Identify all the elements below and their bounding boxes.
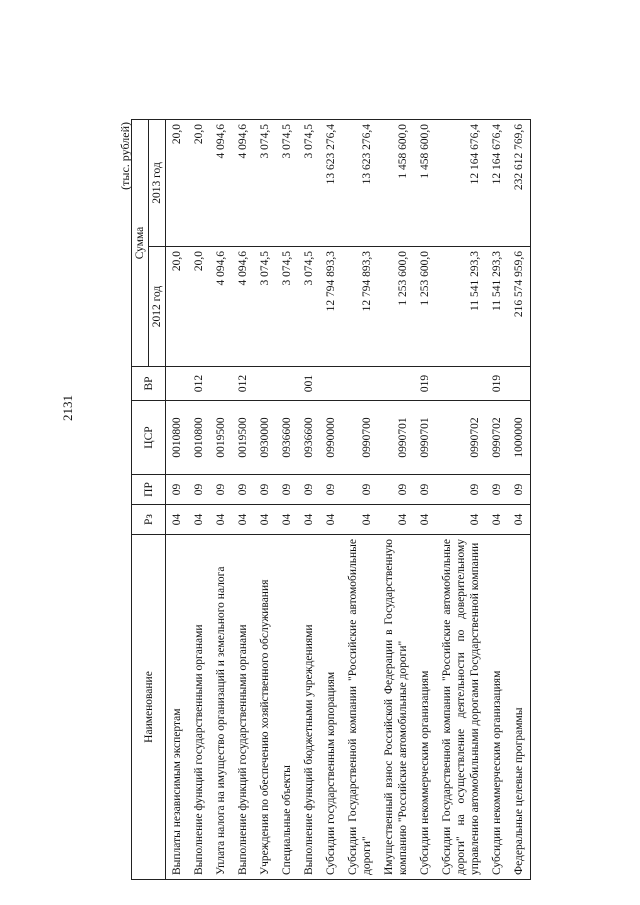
row-vr — [254, 367, 276, 401]
table-row — [378, 119, 414, 879]
row-pr: 09 — [414, 475, 436, 505]
row-rz: 04 — [436, 505, 486, 535]
header-2012: 2012 год — [149, 247, 166, 367]
header-pr: ПР — [132, 475, 166, 505]
row-rz: 04 — [320, 505, 342, 535]
row-value-2012: 4 094,6 — [210, 247, 232, 367]
row-rz: 04 — [486, 505, 508, 535]
row-value-2013: 232 612 769,6 — [508, 119, 531, 246]
table-row — [414, 119, 436, 879]
table-row — [508, 119, 531, 879]
row-vr: 012 — [188, 367, 210, 401]
row-vr — [276, 367, 298, 401]
row-vr — [508, 367, 531, 401]
row-vr — [166, 367, 189, 401]
row-csr: 1000000 — [508, 401, 531, 475]
row-value-2013: 3 074,5 — [276, 119, 298, 246]
row-name: Выплаты независимым экспертам — [166, 535, 189, 880]
row-pr: 09 — [276, 475, 298, 505]
row-rz: 04 — [508, 505, 531, 535]
row-name: Специальные объекты — [276, 535, 298, 880]
row-value-2013: 20,0 — [188, 119, 210, 246]
row-name: Субсидии Государственной компании "Российские автомобильные дороги" — [342, 535, 378, 880]
row-name: Выполнение функций государственными органами — [188, 535, 210, 880]
row-csr: 0936600 — [276, 401, 298, 475]
row-pr: 09 — [298, 475, 320, 505]
row-vr: 019 — [414, 367, 436, 401]
rotated-content — [118, 120, 618, 880]
row-value-2012: 1 253 600,0 — [414, 247, 436, 367]
row-value-2013: 1 458 600,0 — [378, 119, 414, 246]
row-value-2012: 20,0 — [188, 247, 210, 367]
row-rz: 04 — [298, 505, 320, 535]
row-value-2012: 4 094,6 — [232, 247, 254, 367]
header-2013: 2013 год — [149, 119, 166, 246]
header-vr: ВР — [132, 367, 166, 401]
row-value-2013: 20,0 — [166, 119, 189, 246]
units-label: (тыс. рублей) — [118, 122, 132, 190]
row-rz: 04 — [378, 505, 414, 535]
row-value-2013: 13 623 276,4 — [342, 119, 378, 246]
row-csr: 0930000 — [254, 401, 276, 475]
row-name: Субсидии государственным корпорациям — [320, 535, 342, 880]
row-vr — [210, 367, 232, 401]
row-value-2012: 12 794 893,3 — [320, 247, 342, 367]
row-csr: 0990701 — [414, 401, 436, 475]
row-name: Субсидии некоммерческим организациям — [486, 535, 508, 880]
page-number: 2131 — [60, 395, 75, 421]
row-rz: 04 — [188, 505, 210, 535]
row-name: Учреждения по обеспечению хозяйственного обслуживания — [254, 535, 276, 880]
table-row — [486, 119, 508, 879]
table-row — [276, 119, 298, 879]
table-row — [436, 119, 486, 879]
row-pr: 09 — [232, 475, 254, 505]
row-rz: 04 — [414, 505, 436, 535]
row-value-2012: 1 253 600,0 — [378, 247, 414, 367]
row-value-2012: 3 074,5 — [254, 247, 276, 367]
table-row — [320, 119, 342, 879]
row-name: Субсидии Государственной компании "Российские автомобильные дороги" на осуществление деятельности по доверительному управлению автомобильными дорогами Государственной компании — [436, 535, 486, 880]
row-rz: 04 — [166, 505, 189, 535]
row-value-2012: 12 794 893,3 — [342, 247, 378, 367]
row-value-2013: 12 164 676,4 — [436, 119, 486, 246]
row-pr: 09 — [210, 475, 232, 505]
row-csr: 0990700 — [342, 401, 378, 475]
row-csr: 0010800 — [166, 401, 189, 475]
row-value-2013: 12 164 676,4 — [486, 119, 508, 246]
row-pr: 09 — [508, 475, 531, 505]
row-value-2013: 3 074,5 — [298, 119, 320, 246]
table-row — [166, 119, 189, 879]
row-pr: 09 — [254, 475, 276, 505]
row-value-2012: 11 541 293,3 — [486, 247, 508, 367]
row-value-2012: 3 074,5 — [298, 247, 320, 367]
row-vr: 001 — [298, 367, 320, 401]
row-value-2012: 3 074,5 — [276, 247, 298, 367]
row-rz: 04 — [276, 505, 298, 535]
row-name: Выполнение функций государственными органами — [232, 535, 254, 880]
row-pr: 09 — [378, 475, 414, 505]
table-row — [254, 119, 276, 879]
table-row — [342, 119, 378, 879]
row-value-2013: 4 094,6 — [210, 119, 232, 246]
row-csr: 0990702 — [486, 401, 508, 475]
row-vr — [320, 367, 342, 401]
row-csr: 0936600 — [298, 401, 320, 475]
row-value-2013: 4 094,6 — [232, 119, 254, 246]
row-pr: 09 — [188, 475, 210, 505]
row-pr: 09 — [320, 475, 342, 505]
header-rz: Рз — [132, 505, 166, 535]
row-vr — [436, 367, 486, 401]
row-pr: 09 — [166, 475, 189, 505]
row-vr — [378, 367, 414, 401]
row-name: Имущественный взнос Российской Федерации в Государственную компанию "Российские автомобильные дороги" — [378, 535, 414, 880]
row-name: Уплата налога на имущество организаций и земельного налога — [210, 535, 232, 880]
row-rz: 04 — [342, 505, 378, 535]
row-value-2013: 3 074,5 — [254, 119, 276, 246]
row-pr: 09 — [342, 475, 378, 505]
header-name: Наименование — [132, 535, 166, 880]
row-csr: 0990701 — [378, 401, 414, 475]
row-rz: 04 — [232, 505, 254, 535]
row-csr: 0990702 — [436, 401, 486, 475]
row-name: Выполнение функций бюджетными учреждениями — [298, 535, 320, 880]
row-name: Субсидии некоммерческим организациям — [414, 535, 436, 880]
table-row — [298, 119, 320, 879]
row-value-2012: 11 541 293,3 — [436, 247, 486, 367]
table-row — [210, 119, 232, 879]
header-csr: ЦСР — [132, 401, 166, 475]
row-vr: 019 — [486, 367, 508, 401]
row-csr: 0990000 — [320, 401, 342, 475]
row-value-2013: 1 458 600,0 — [414, 119, 436, 246]
row-rz: 04 — [210, 505, 232, 535]
row-vr: 012 — [232, 367, 254, 401]
table-row — [232, 119, 254, 879]
row-csr: 0019500 — [210, 401, 232, 475]
row-name: Федеральные целевые программы — [508, 535, 531, 880]
budget-table — [131, 119, 531, 880]
table-row — [188, 119, 210, 879]
row-value-2012: 216 574 959,6 — [508, 247, 531, 367]
row-pr: 09 — [486, 475, 508, 505]
row-csr: 0019500 — [232, 401, 254, 475]
row-vr — [342, 367, 378, 401]
row-value-2013: 13 623 276,4 — [320, 119, 342, 246]
row-value-2012: 20,0 — [166, 247, 189, 367]
row-csr: 0010800 — [188, 401, 210, 475]
row-rz: 04 — [254, 505, 276, 535]
header-sum: Сумма — [132, 119, 149, 366]
row-pr: 09 — [436, 475, 486, 505]
